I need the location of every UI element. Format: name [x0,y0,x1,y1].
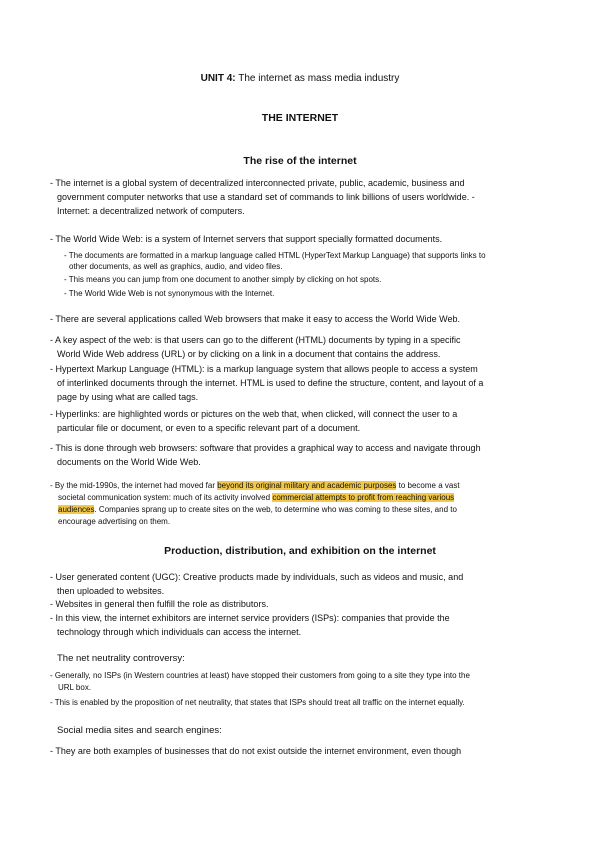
sub-bullet-not-synonymous: - The World Wide Web is not synonymous with the Internet. [64,289,275,298]
paragraph-key-aspect [50,333,548,361]
unit-heading [0,73,600,84]
text-line: - This is done through web browsers: software that provides a graphical way to access and navigate through [50,443,481,453]
paragraph-no-isps [50,670,548,694]
text-line: government computer networks that use a standard set of commands to link billions of users worldwide. - [57,192,475,202]
text-line: - A key aspect of the web: is that users can go to the different (HTML) documents by typing in a specific [50,335,461,345]
paragraph-distributors: - Websites in general then fulfill the role as distributors. [50,599,269,609]
paragraph-mid-1990s [50,480,548,528]
paragraph-ugc [50,570,548,598]
text-line: technology through which individuals can access the internet. [57,627,302,637]
text-line: - Hypertext Markup Language (HTML): is a markup language system that allows people to access a system [50,364,478,374]
subheading-net-neutrality: The net neutrality controversy: [57,653,185,664]
text-line: - In this view, the internet exhibitors are internet service providers (ISPs): companies that provide the [50,613,450,623]
text-line: World Wide Web address (URL) or by clicking on a link in a document that contains the address. [57,349,441,359]
paragraph-net-neutrality: - This is enabled by the proposition of net neutrality, that states that ISPs should treat all traffic on the internet equally. [50,698,465,707]
text-line: URL box. [58,683,92,692]
text-line: - Generally, no ISPs (in Western countries at least) have stopped their customers from going to a site they type into the [50,671,470,680]
text-segment: . Companies sprang up to create sites on the web, to determine who was coming to these sites, and to [94,505,457,514]
text-line: other documents, as well as graphics, audio, and video files. [69,261,283,271]
text-line: - The documents are formatted in a markup language called HTML (HyperText Markup Language) that supports links to [64,251,486,260]
highlighted-text: audiences [58,505,95,514]
unit-label: UNIT 4: [200,73,236,84]
text-segment: societal communication system: much of its activity involved [58,493,273,502]
paragraph-hyperlinks [50,407,548,435]
paragraph-browsers: - There are several applications called Web browsers that make it easy to access the World Wide Web. [50,314,461,324]
text-line: then uploaded to websites. [57,586,165,596]
unit-title: The internet as mass media industry [235,73,400,84]
paragraph-social-media: - They are both examples of businesses that do not exist outside the internet environment, even though [50,746,462,756]
section-heading-rise: The rise of the internet [243,155,357,167]
sub-bullet-hotspots: - This means you can jump from one document to another simply by clicking on hot spots. [64,275,382,284]
paragraph-internet-definition [50,176,548,218]
paragraph-html [50,362,548,404]
highlighted-text: beyond its original military and academic purposes [217,481,397,490]
text-line: Internet: a decentralized network of computers. [57,206,245,216]
text-line: page by using what are called tags. [57,392,199,402]
sub-bullet-html [64,251,544,272]
highlighted-text: commercial attempts to profit from reaching various [272,493,455,502]
paragraph-web-browsers [50,441,548,469]
subheading-social-media: Social media sites and search engines: [57,725,222,736]
text-segment: to become a vast [396,481,460,490]
text-line: - Hyperlinks: are highlighted words or pictures on the web that, when clicked, will connect the user to a [50,409,458,419]
text-segment: - By the mid-1990s, the internet had moved far [50,481,218,490]
page-title: THE INTERNET [261,112,339,124]
paragraph-www: - The World Wide Web: is a system of Internet servers that support specially formatted documents. [50,234,443,244]
section-heading-production: Production, distribution, and exhibition on the internet [164,545,436,557]
text-line: particular file or document, or even to a specific relevant part of a document. [57,423,361,433]
text-line: - The internet is a global system of decentralized interconnected private, public, academic, business and [50,178,465,188]
text-line: encourage advertising on them. [58,517,171,526]
text-line: of interlinked documents through the internet. HTML is used to define the structure, content, and layout of a [57,378,484,388]
text-line: - User generated content (UGC): Creative products made by individuals, such as videos and music, and [50,572,464,582]
text-line: documents on the World Wide Web. [57,457,201,467]
paragraph-isps [50,611,548,639]
